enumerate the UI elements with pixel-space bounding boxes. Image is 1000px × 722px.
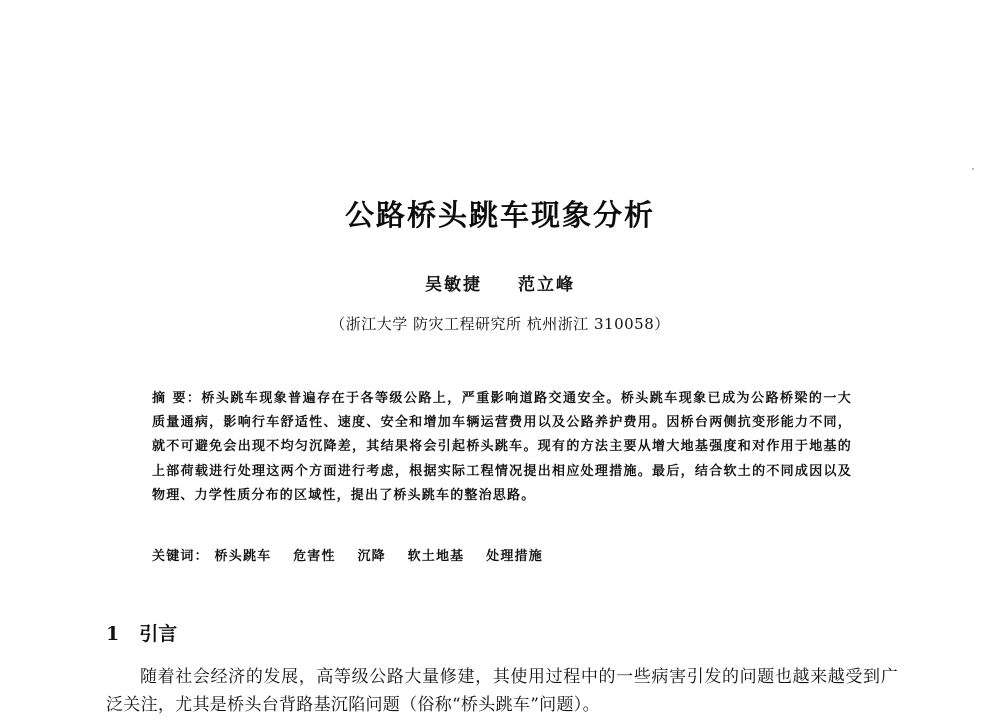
- keyword: 沉降: [357, 549, 386, 564]
- keyword: 处理措施: [486, 549, 543, 564]
- abstract: [152, 387, 852, 508]
- keyword: 桥头跳车: [214, 549, 272, 564]
- author-list: [0, 270, 1000, 295]
- affiliation: （浙江大学 防灾工程研究所 杭州浙江 310058）: [330, 315, 670, 333]
- abstract-label: 摘 要：: [152, 391, 202, 406]
- body-paragraph: 随着社会经济的发展，高等级公路大量修建，其使用过程中的一些病害引发的问题也越来越受到广泛关注，尤其是桥头台背路基沉陷问题（俗称“桥头跳车”问题）。: [106, 667, 898, 715]
- author-name: 吴敏捷: [425, 275, 483, 295]
- scan-speck: [972, 168, 974, 170]
- keyword: 软土地基: [407, 549, 465, 564]
- author-name: 范立峰: [517, 275, 575, 295]
- keywords: [152, 545, 852, 564]
- keyword: 危害性: [293, 549, 336, 564]
- section-number: 1: [106, 623, 120, 645]
- paper-title: 公路桥头跳车现象分析: [344, 198, 655, 232]
- abstract-text: 桥头跳车现象普遍存在于各等级公路上，严重影响道路交通安全。桥头跳车现象已成为公路桥梁的一大质量通病，影响行车舒适性、速度、安全和增加车辆运营费用以及公路养护费用。因桥台两侧抗变形能力不同，就不可避免会出现不均匀沉降差，其结果将会引起桥头跳车。现有的方法主要从增大地基强度和对作用于地基的上部荷载进行处理这两个方面进行考虑，根据实际工程情况提出相应处理措施。最后，结合软土的不同成因以及物理、力学性质分布的区域性，提出了桥头跳车的整治思路。: [152, 391, 852, 503]
- section-heading: [106, 619, 177, 646]
- keywords-label: 关键词：: [152, 549, 209, 564]
- section-title: 引言: [139, 623, 178, 645]
